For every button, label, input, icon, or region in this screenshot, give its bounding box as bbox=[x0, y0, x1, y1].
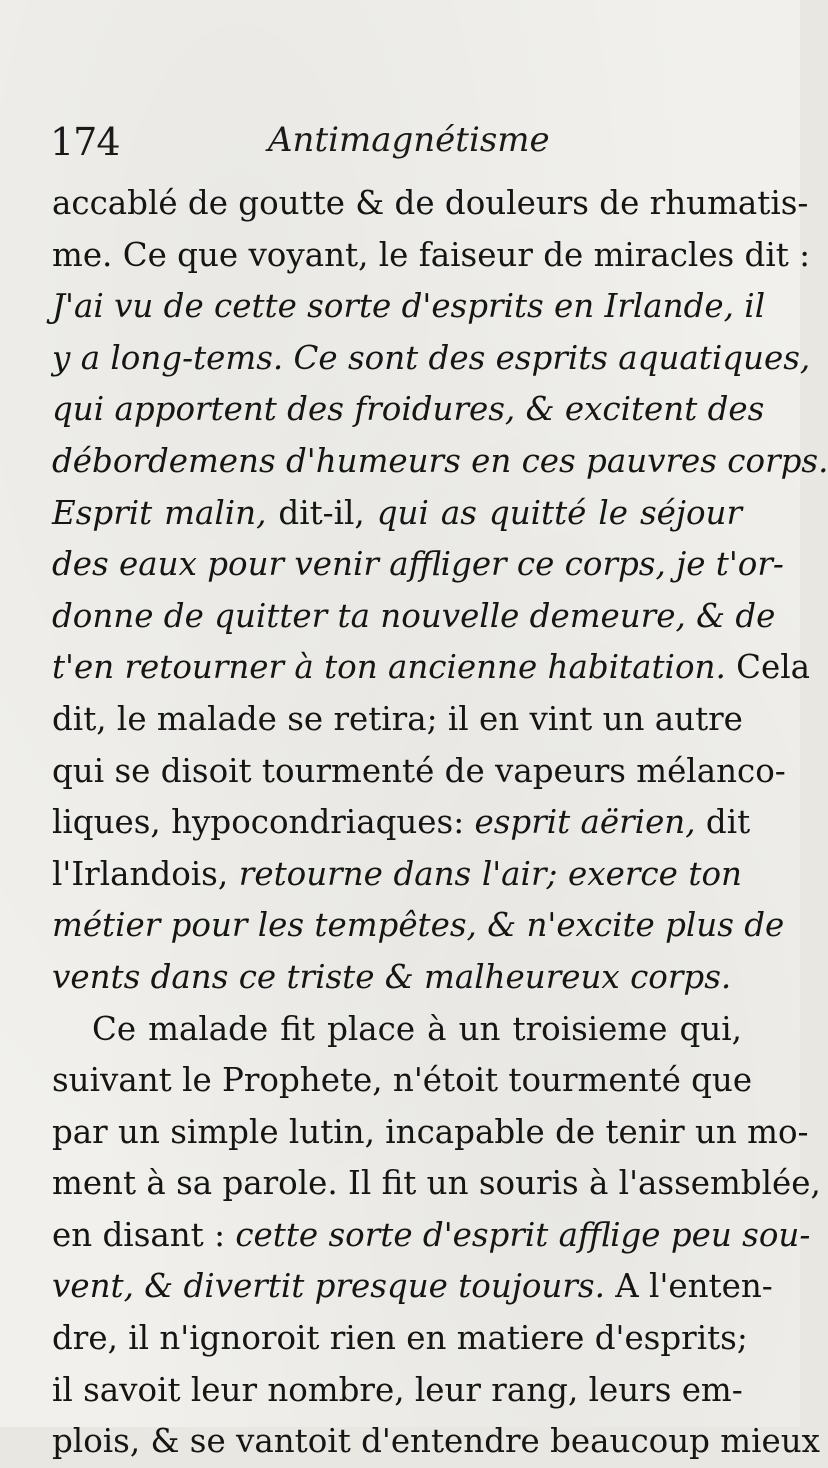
running-head: Antimagnétisme bbox=[268, 120, 550, 160]
text-line bbox=[52, 952, 742, 1004]
text-line bbox=[52, 1313, 748, 1365]
text-line bbox=[52, 1004, 742, 1056]
italic-segment: J'ai vu de cette sorte d'esprits en Irlande, il bbox=[52, 287, 766, 326]
text-line bbox=[52, 1158, 821, 1210]
italic-segment: t'en retourner à ton ancienne habitation. bbox=[52, 648, 726, 687]
text-line bbox=[52, 746, 786, 798]
text-line bbox=[52, 333, 811, 385]
text-line bbox=[52, 849, 742, 901]
roman-segment: dit, le malade se retira; il en vint un autre bbox=[52, 699, 743, 738]
roman-segment: suivant le Prophete, n'étoit tourmenté que bbox=[52, 1061, 753, 1100]
italic-segment: débordemens d'humeurs en ces pauvres corps. bbox=[52, 441, 828, 480]
roman-segment: liques, hypocondriaques: bbox=[52, 803, 475, 842]
roman-segment: dre, il n'ignoroit rien en matiere d'esprits; bbox=[52, 1319, 748, 1358]
text-line bbox=[52, 281, 766, 333]
text-line bbox=[52, 384, 765, 436]
italic-segment: retourne dans l'air; exerce ton bbox=[238, 854, 742, 893]
text-line bbox=[52, 591, 776, 643]
text-line bbox=[52, 1210, 811, 1262]
text-line bbox=[52, 539, 784, 591]
italic-segment: donne de quitter ta nouvelle demeure, & de bbox=[52, 596, 776, 635]
text-line bbox=[52, 1365, 742, 1417]
roman-segment: l'Irlandois, bbox=[52, 854, 239, 893]
text-line bbox=[52, 1261, 773, 1313]
page-header bbox=[50, 120, 750, 170]
roman-segment: en disant : bbox=[52, 1215, 236, 1254]
page-number: 174 bbox=[50, 120, 120, 164]
italic-segment: des eaux pour venir affliger ce corps, je t'or- bbox=[52, 545, 784, 584]
italic-segment: qui apportent des froidures, & excitent des bbox=[52, 390, 765, 429]
italic-segment: vents dans ce triste & malheureux corps. bbox=[52, 957, 732, 996]
roman-segment: Cela bbox=[725, 648, 810, 687]
text-line bbox=[52, 488, 742, 540]
text-line bbox=[52, 436, 828, 488]
roman-segment: Ce malade fit place à un troisieme qui, bbox=[92, 1009, 742, 1048]
roman-segment: il savoit leur nombre, leur rang, leurs em- bbox=[52, 1370, 743, 1409]
text-line bbox=[52, 642, 810, 694]
text-line bbox=[52, 694, 742, 746]
italic-segment: vent, & divertit presque toujours. bbox=[52, 1267, 605, 1306]
text-line bbox=[52, 178, 809, 230]
roman-segment: ment à sa parole. Il fit un souris à l'assemblée, bbox=[52, 1164, 821, 1203]
text-line bbox=[52, 1055, 753, 1107]
roman-segment: dit-il, bbox=[266, 493, 377, 532]
text-line bbox=[52, 797, 751, 849]
text-line bbox=[52, 230, 811, 282]
roman-segment: me. Ce que voyant, le faiseur de miracles dit : bbox=[52, 235, 811, 274]
italic-segment: esprit aërien, bbox=[474, 803, 696, 842]
italic-segment: y a long-tems. Ce sont des esprits aquatiques, bbox=[52, 338, 811, 377]
italic-segment: Esprit malin, bbox=[52, 493, 267, 532]
roman-segment: par un simple lutin, incapable de tenir un mo- bbox=[52, 1112, 809, 1151]
roman-segment: A l'enten- bbox=[604, 1267, 773, 1306]
roman-segment: dit bbox=[695, 803, 751, 842]
text-line bbox=[52, 900, 785, 952]
text-line bbox=[52, 1107, 809, 1159]
roman-segment: qui se disoit tourmenté de vapeurs mélanco- bbox=[52, 751, 786, 790]
text-line bbox=[52, 1416, 821, 1468]
body-text bbox=[52, 178, 828, 1468]
roman-segment: plois, & se vantoit d'entendre beaucoup mieux bbox=[52, 1422, 821, 1461]
italic-segment: qui as quitté le séjour bbox=[376, 493, 742, 532]
italic-segment: cette sorte d'esprit afflige peu sou- bbox=[235, 1215, 811, 1254]
italic-segment: métier pour les tempêtes, & n'excite plus de bbox=[52, 906, 785, 945]
roman-segment: accablé de goutte & de douleurs de rhumatis- bbox=[52, 184, 809, 222]
